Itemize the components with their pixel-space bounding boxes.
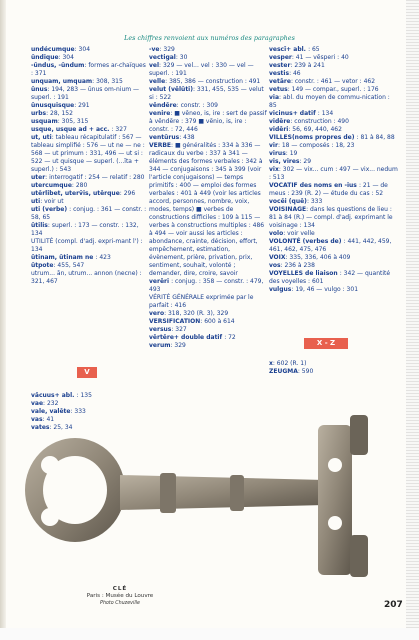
index-entry: usquam: 305, 315 — [31, 118, 89, 125]
column-3 — [269, 46, 399, 294]
index-entry: vester: 239 à 241 — [269, 62, 325, 69]
index-entry: utrum... ăn, utrum... annon (necne) : 321, 467 — [31, 270, 144, 285]
index-entry: vicinus+ datif : 134 — [269, 110, 334, 117]
index-entry: via: abl. du moyen de commu-nication : 85 — [269, 94, 392, 109]
index-entry: velle: 385, 386 — construction : 491 — [149, 78, 261, 85]
key-bit — [318, 415, 368, 577]
caption-title: CLÉ — [112, 586, 128, 592]
index-entry: undécumque: 304 — [31, 46, 91, 53]
index-entry: uti: voir ut — [31, 198, 64, 205]
key-bow — [25, 438, 125, 542]
index-entry: versus: 327 — [149, 326, 187, 333]
index-entry: VÉRITÉ GÉNÉRALE exprimée par le parfait : 416 — [149, 294, 256, 309]
index-entry: vel: 329 — vel... vel : 330 — vel — superl. : 191 — [149, 62, 256, 77]
index-entry: unquam, umquam: 308, 315 — [31, 78, 123, 85]
index-entry: volo: voir velle — [269, 230, 315, 237]
page-header: Les chiffres renvoient aux numéros des paragraphes — [124, 34, 295, 42]
index-entry: VOLONTÉ (verbes de) : 441, 442, 459, 461, 462, 475, 476 — [269, 238, 394, 253]
index-entry: ūtinam, ūtinam ne : 423 — [31, 254, 111, 261]
index-entry: văcuus+ abl. : 135 — [31, 392, 92, 399]
index-entry: vero: 318, 320 (R. 3), 329 — [149, 310, 229, 317]
index-entry: VOISINAGE: dans les questions de lieu : 81 à 84 (R.) — compl. d'adj. exprimant le voisinage : 134 — [269, 206, 395, 229]
index-entry: vetus: 149 — compar., superl. : 176 — [269, 86, 379, 93]
index-entry: vir: 18 — composés : 18, 23 — [269, 142, 355, 149]
index-entry: VERSIFICATION: 600 à 614 — [149, 318, 235, 325]
index-entry: VERBE: ■ généralités : 334 à 336 — radicaux du verbe : 337 à 341 — éléments des formes verbales : 342 à 344 — conjugaisons : 345 à 399 (voir l'article conjugaisons) — temps primitifs : 400 — emploi des formes verbales : 401 à 449 (voir les articles accord, personnes, nombre, voix, modes, temps) ■ verbes de constructions difficiles : 109 à 115 — verbes à constructions multiples : 486 à 494 — voir aussi les articles : abondance, crainte, décision, effort, empêchement, estimation, évènement, prière, privation, prix, sentiment, souhait, volonté ; demander, dire, croire, savoir — [149, 142, 267, 277]
page-number: 207 — [384, 600, 403, 610]
column-2 — [149, 46, 267, 350]
index-entry: vocĕi (quē): 333 — [269, 198, 323, 205]
index-entry: vidēri: 56, 69, 440, 462 — [269, 126, 342, 133]
index-entry: ŭtpote: 455, 547 — [31, 262, 85, 269]
index-entry: urbs: 28, 152 — [31, 110, 73, 117]
index-entry: vescī+ abl. : 65 — [269, 46, 320, 53]
index-entry: ut, uti: tableau récapitulatif : 567 — tableau simplifié : 576 — ut ne — ne : 568 — ut primum : 331, 496 — ut si : 522 — ut quisque — superl. (...ĭta + superl.) : 543 — [31, 134, 147, 173]
index-entry: ūnus: 194, 283 — ūnus om-nium — superl. : 191 — [31, 86, 141, 101]
section-tag-v: V — [77, 367, 97, 378]
index-entry: ventūrus: 438 — [149, 134, 195, 141]
index-entry: vale, valēte: 333 — [31, 408, 86, 415]
index-entry: vae: 232 — [31, 400, 59, 407]
key-photo — [20, 405, 402, 595]
index-entry: x: 602 (R. 1) — [269, 360, 307, 367]
index-entry: ZEUGMA: 590 — [269, 368, 314, 375]
index-entry: vis, vires: 29 — [269, 158, 312, 165]
index-entry: vērtĕre+ double datif : 72 — [149, 334, 236, 341]
index-entry: vix: 302 — vix... cum : 497 — vix... nedum : 513 — [269, 166, 400, 181]
index-entry: velut (vĕlŭti): 331, 455, 535 — velut si : 522 — [149, 86, 266, 101]
index-entry: verēri : conjug. : 358 — constr. : 479, 493 — [149, 278, 266, 293]
index-entry: -ŭndus, -ŭndum: formes ar-chaïques : 371 — [31, 62, 148, 77]
index-entry: ūnusquisque: 291 — [31, 102, 90, 109]
index-entry: VILLES(noms propres de) : 81 à 84, 88 — [269, 134, 395, 141]
page-spine — [0, 0, 6, 640]
index-entry: vesper: 41 — vĕsperi : 40 — [269, 54, 349, 61]
index-entry: vectigal: 30 — [149, 54, 188, 61]
index-entry: vestis: 46 — [269, 70, 301, 77]
caption-credit: Photo Chuzeville — [100, 601, 140, 606]
index-entry: -ve: 329 — [149, 46, 175, 53]
page-footer-strip — [0, 628, 419, 640]
column-3-xz-section — [269, 360, 399, 376]
edge-binding — [406, 0, 419, 640]
index-entry: venire: ■ vēneo, is, ire : sert de passif à vēndĕre : 379 ■ vĕnio, is, ire : constr. : 72, 446 — [149, 110, 269, 133]
index-entry: usque, usque ad + acc. : 327 — [31, 126, 127, 133]
index-entry: VOYELLES de liaison : 342 — quantité des voyelles : 601 — [269, 270, 393, 285]
index-entry: vulgus: 19, 46 — vulgo : 301 — [269, 286, 359, 293]
index-entry: VOIX: 335, 336, 406 à 409 — [269, 254, 351, 261]
index-entry: virus: 19 — [269, 150, 298, 157]
column-1 — [31, 46, 149, 286]
index-entry: verum: 329 — [149, 342, 186, 349]
index-entry: VOCATIF des noms en -ius : 21 — de meus : 239 (R. 2) — étude du cas : 52 — [269, 182, 390, 197]
index-entry: vidēre: construction : 490 — [269, 118, 349, 125]
index-entry: ŭndique: 304 — [31, 54, 74, 61]
index-entry: vas: 41 — [31, 416, 55, 423]
index-entry: vetāre: constr. : 461 — vetor : 462 — [269, 78, 376, 85]
index-entry: vĕndĕre: constr. : 309 — [149, 102, 218, 109]
section-tag-xz: X - Z — [304, 338, 348, 349]
index-entry: uti (verbe) : conjug. : 361 — constr. : 58, 65 — [31, 206, 149, 221]
index-entry: uter: interrogatif : 254 — relatif : 280 — [31, 174, 145, 181]
index-entry: utĕrlibet, uterv̆is, utērque: 296 — [31, 190, 136, 197]
key-shaft — [120, 473, 325, 513]
index-entry: vos: 236 à 238 — [269, 262, 315, 269]
index-entry: utercumque: 280 — [31, 182, 88, 189]
index-entry: ūtilis: superl. : 173 — constr. : 132, 134 — [31, 222, 141, 237]
index-entry: vates: 25, 34 — [31, 424, 73, 431]
index-entry: UTILITÉ (compl. d'adj. expri-mant l') : 134 — [31, 238, 145, 253]
caption-place: Paris : Musée du Louvre — [86, 593, 154, 599]
photo-caption — [60, 586, 180, 607]
